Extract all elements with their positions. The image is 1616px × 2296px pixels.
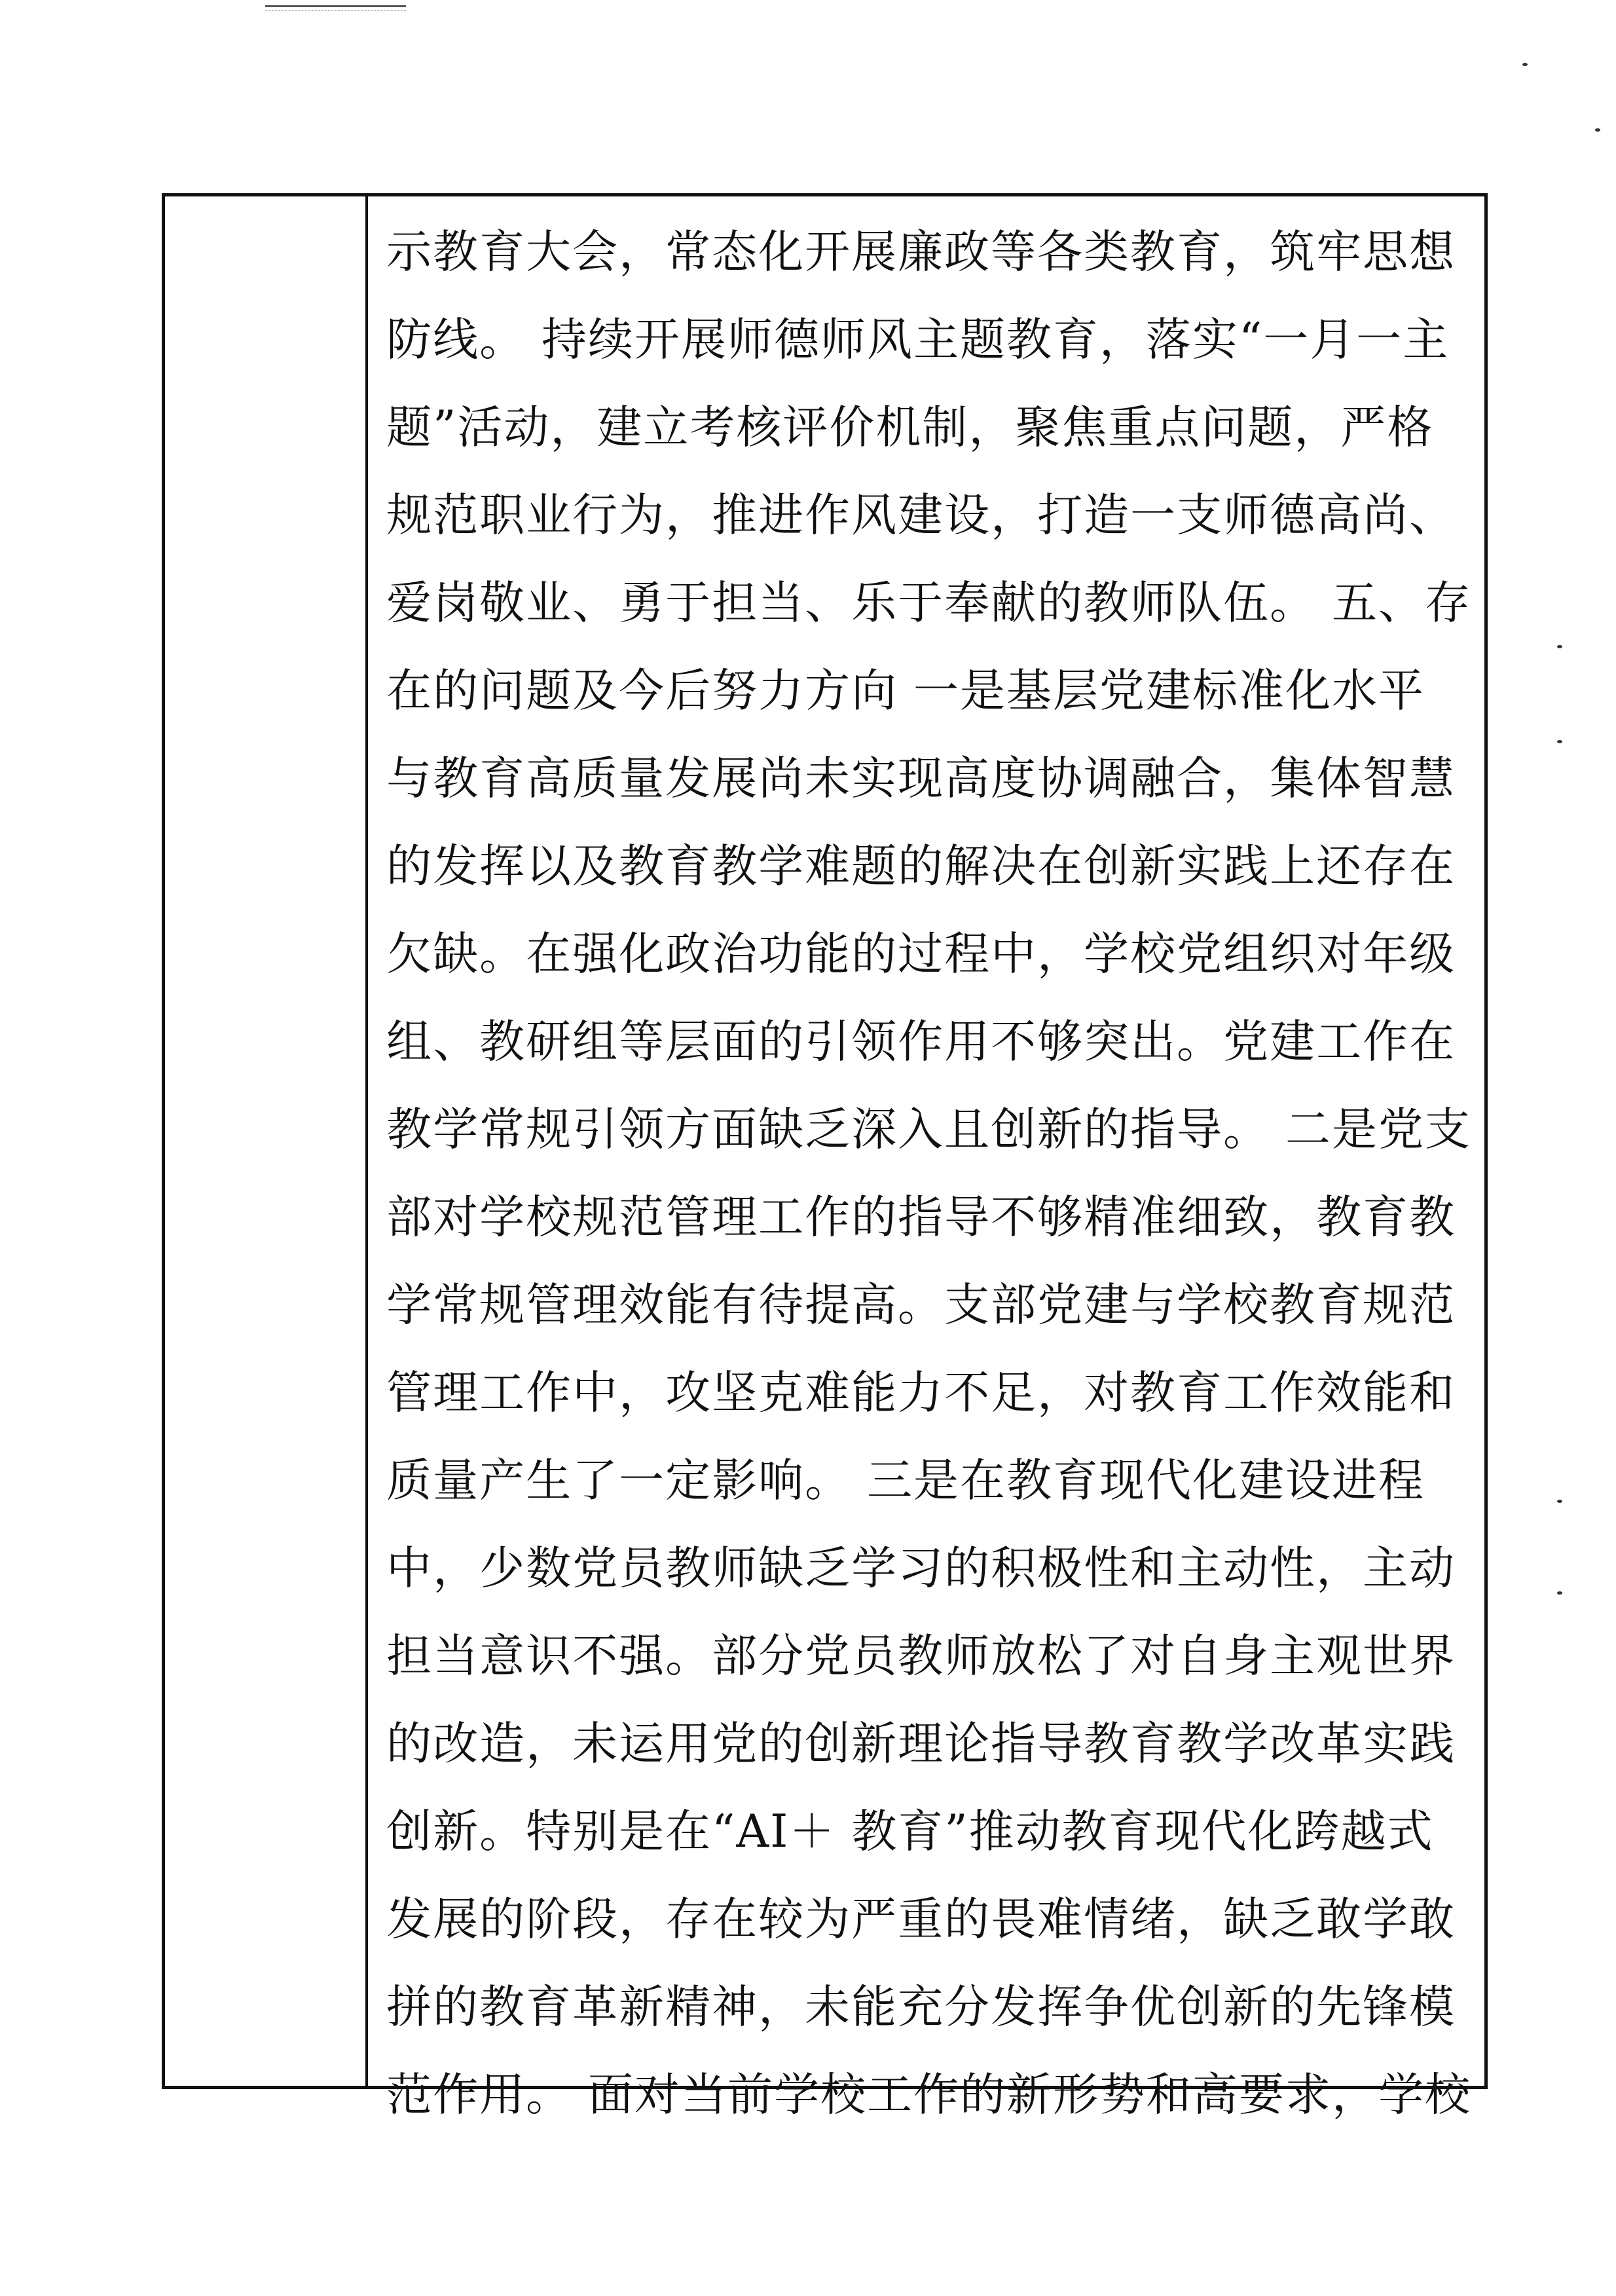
scan-speck	[1557, 1591, 1562, 1595]
content-line: 拼的教育革新精神，未能充分发挥争优创新的先锋模	[386, 1981, 1456, 2033]
content-line: 部对学校规范管理工作的指导不够精准细致，教育教	[386, 1191, 1456, 1244]
content-line: 题”活动，建立考核评价机制，聚焦重点问题，严格	[386, 401, 1434, 454]
content-line: 中，少数党员教师缺乏学习的积极性和主动性，主动	[386, 1542, 1456, 1595]
scan-speck	[1522, 63, 1528, 66]
content-line: 示教育大会，常态化开展廉政等各类教育，筑牢思想	[386, 226, 1456, 278]
content-line: 质量产生了一定影响。 三是在教育现代化建设进程	[386, 1454, 1425, 1507]
scan-speck	[1557, 1500, 1562, 1503]
scan-speck	[1557, 645, 1562, 648]
content-line: 的发挥以及教育教学难题的解决在创新实践上还存在	[386, 840, 1456, 893]
scan-speck	[1557, 740, 1562, 743]
content-line: 防线。 持续开展师德师风主题教育，落实“一月一主	[386, 314, 1450, 366]
scan-speck	[1595, 128, 1600, 132]
label-cell-empty	[165, 196, 368, 2086]
form-table	[162, 193, 1488, 2121]
content-line: 范作用。 面对当前学校工作的新形势和高要求，学校	[386, 2069, 1471, 2121]
content-line: 与教育高质量发展尚未实现高度协调融合，集体智慧	[386, 752, 1456, 805]
content-line: 在的问题及今后努力方向 一是基层党建标准化水平	[386, 665, 1425, 717]
content-cell	[368, 196, 1484, 2121]
scan-artifact-top	[265, 5, 406, 11]
content-line: 规范职业行为，推进作风建设，打造一支师德高尚、	[386, 489, 1456, 542]
content-line: 爱岗敬业、勇于担当、乐于奉献的教师队伍。 五、存	[386, 577, 1471, 629]
content-line: 发展的阶段，存在较为严重的畏难情绪，缺乏敢学敢	[386, 1893, 1456, 1946]
content-line: 教学常规引领方面缺乏深入且创新的指导。 二是党支	[386, 1103, 1471, 1156]
content-line: 欠缺。在强化政治功能的过程中，学校党组织对年级	[386, 928, 1456, 980]
content-line: 担当意识不强。部分党员教师放松了对自身主观世界	[386, 1630, 1456, 1682]
content-line: 管理工作中，攻坚克难能力不足，对教育工作效能和	[386, 1367, 1456, 1419]
content-line: 学常规管理效能有待提高。支部党建与学校教育规范	[386, 1279, 1456, 1331]
content-line: 创新。特别是在“AI＋ 教育”推动教育现代化跨越式	[386, 1805, 1434, 1858]
content-line: 的改造，未运用党的创新理论指导教育教学改革实践	[386, 1718, 1456, 1770]
content-line: 组、教研组等层面的引领作用不够突出。党建工作在	[386, 1016, 1456, 1068]
